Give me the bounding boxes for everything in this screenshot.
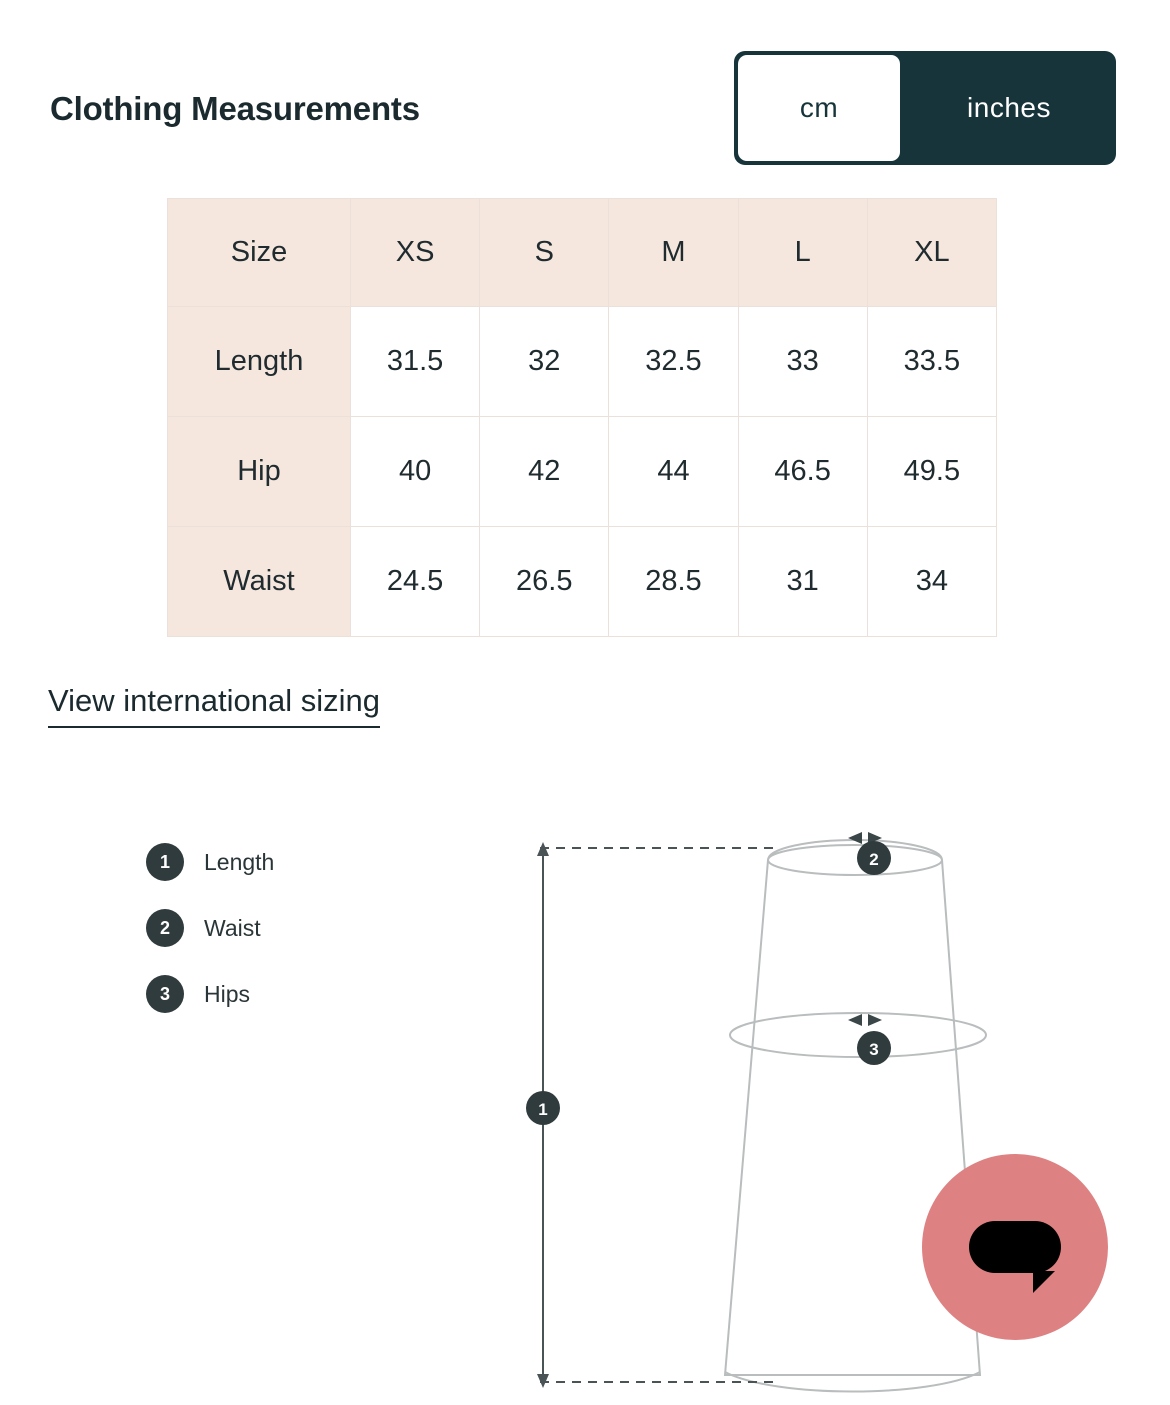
unit-option-cm[interactable]: cm xyxy=(738,55,900,161)
cell-hip-l: 46.5 xyxy=(738,417,867,527)
column-header-l: L xyxy=(738,199,867,307)
cell-length-m: 32.5 xyxy=(609,307,738,417)
legend-label-waist: Waist xyxy=(204,914,261,941)
badge-1-icon: 1 xyxy=(146,843,184,881)
legend-item-length xyxy=(146,843,476,881)
cell-waist-xl: 34 xyxy=(867,527,996,637)
cell-length-xl: 33.5 xyxy=(867,307,996,417)
waist-arrow-left-icon xyxy=(848,832,862,844)
table-header-row xyxy=(168,199,997,307)
row-header-waist: Waist xyxy=(168,527,351,637)
cell-hip-s: 42 xyxy=(480,417,609,527)
legend-label-hips: Hips xyxy=(204,980,251,1007)
hip-arrow-left-icon xyxy=(848,1014,862,1026)
table-row xyxy=(168,307,997,417)
column-header-s: S xyxy=(480,199,609,307)
cell-waist-m: 28.5 xyxy=(609,527,738,637)
column-header-xs: XS xyxy=(351,199,480,307)
hip-arrow-right-icon xyxy=(868,1014,882,1026)
chat-bubble-icon xyxy=(969,1221,1061,1273)
chat-launcher-button[interactable] xyxy=(922,1154,1108,1340)
row-header-length: Length xyxy=(168,307,351,417)
marker-3-label: 3 xyxy=(869,1040,879,1059)
cell-hip-m: 44 xyxy=(609,417,738,527)
column-header-xl: XL xyxy=(867,199,996,307)
cell-length-xs: 31.5 xyxy=(351,307,480,417)
table-row xyxy=(168,527,997,637)
badge-3-icon: 3 xyxy=(146,975,184,1013)
legend-item-waist xyxy=(146,909,476,947)
cell-hip-xs: 40 xyxy=(351,417,480,527)
cell-hip-xl: 49.5 xyxy=(867,417,996,527)
legend-label-length: Length xyxy=(204,848,275,875)
row-header-hip: Hip xyxy=(168,417,351,527)
size-chart-table xyxy=(167,198,997,637)
unit-toggle[interactable] xyxy=(735,52,1115,164)
unit-option-inches[interactable]: inches xyxy=(967,92,1051,123)
cell-waist-l: 31 xyxy=(738,527,867,637)
column-header-size: Size xyxy=(168,199,351,307)
column-header-m: M xyxy=(609,199,738,307)
page-title: Clothing Measurements xyxy=(50,90,420,127)
view-international-sizing-link[interactable]: View international sizing xyxy=(48,683,380,728)
marker-2-label: 2 xyxy=(869,850,879,869)
cell-length-l: 33 xyxy=(738,307,867,417)
table-row xyxy=(168,417,997,527)
measurements-header xyxy=(50,52,1115,172)
cell-waist-xs: 24.5 xyxy=(351,527,480,637)
legend-item-hips xyxy=(146,975,476,1013)
badge-2-icon: 2 xyxy=(146,909,184,947)
marker-1-label: 1 xyxy=(538,1100,548,1119)
cell-length-s: 32 xyxy=(480,307,609,417)
waist-ellipse xyxy=(768,845,942,875)
measurement-legend xyxy=(146,843,476,1041)
cell-waist-s: 26.5 xyxy=(480,527,609,637)
